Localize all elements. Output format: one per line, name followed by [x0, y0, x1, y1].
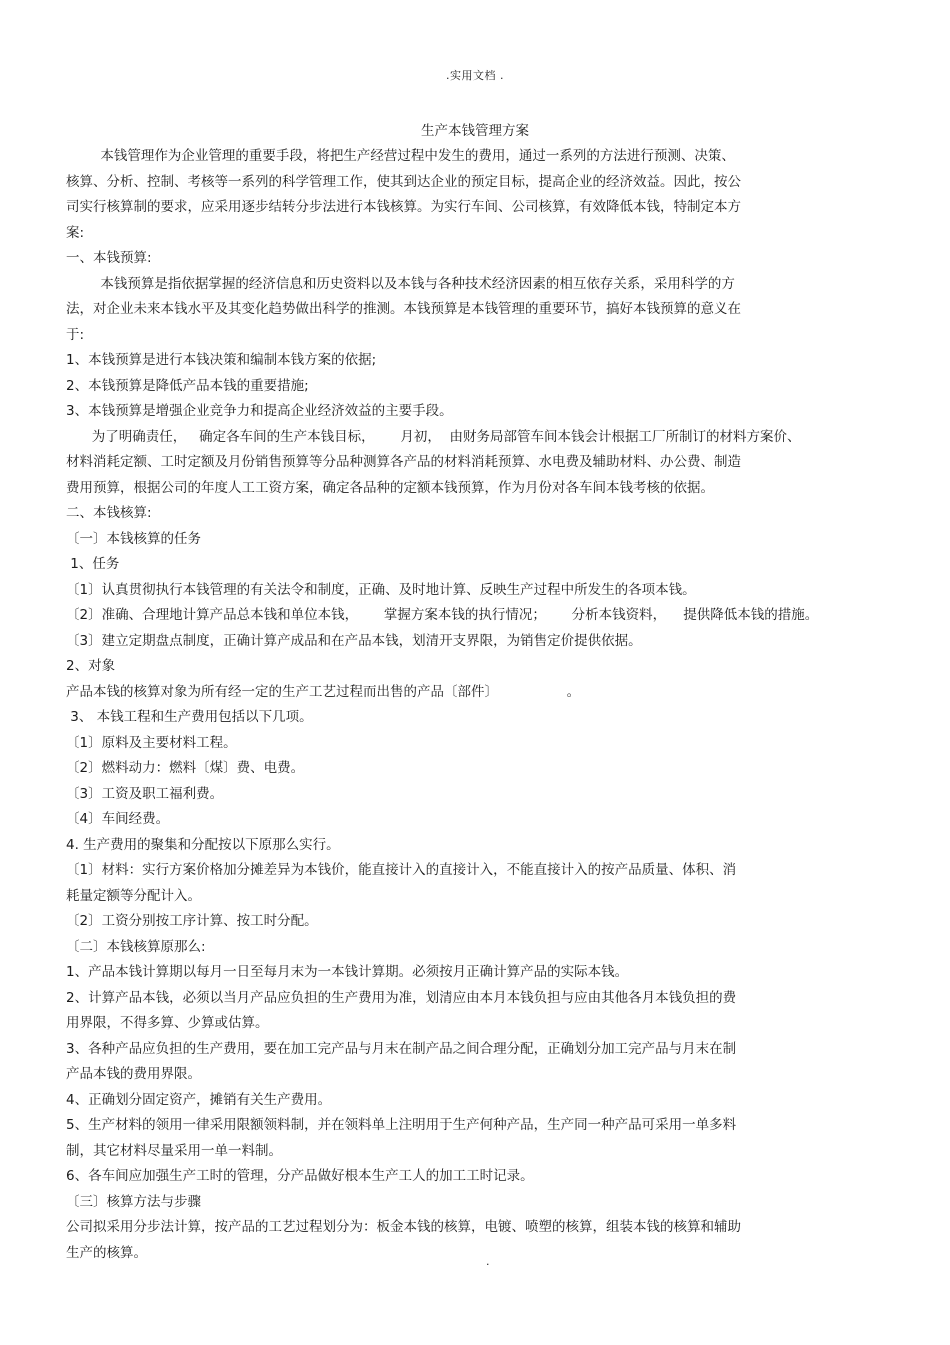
list-item: 3、本钱预算是增强企业竞争力和提高企业经济效益的主要手段。 [66, 403, 453, 419]
list-item: 4、正确划分固定资产，摊销有关生产费用。 [66, 1091, 332, 1108]
subsection-heading: 〔二〕本钱核算原那么: [66, 938, 206, 955]
text-line: 司实行核算制的要求，应采用逐步结转分步法进行本钱核算。为实行车间、公司核算，有效降低本钱，特制定本方 [66, 199, 741, 215]
list-item: 〔3〕工资及职工福利费。 [66, 785, 224, 802]
text-line: 产品本钱的核算对象为所有经一定的生产工艺过程而出售的产品〔部件〕 。 [66, 683, 581, 700]
section-heading: 二、本钱核算: [66, 505, 152, 521]
text-line: 公司拟采用分步法计算，按产品的工艺过程划分为：板金本钱的核算，电镀、喷塑的核算，组装本钱的核算和辅助 [66, 1219, 741, 1235]
list-heading: 2、对象 [66, 658, 116, 674]
text-line: 产品本钱的费用界限。 [66, 1066, 201, 1082]
text-line: 核算、分析、控制、考核等一系列的科学管理工作，使其到达企业的预定目标，提高企业的经济效益。因此，按公 [66, 173, 741, 190]
list-item: 2、本钱预算是降低产品本钱的重要措施; [66, 377, 309, 394]
list-item: 2、计算产品本钱，必须以当月产品应负担的生产费用为准，划清应由本月本钱负担与应由其他各月本钱负担的费 [66, 989, 737, 1006]
list-heading: 1、任务 [66, 556, 120, 572]
list-item: 1、产品本钱计算期以每月一日至每月末为一本钱计算期。必须按月正确计算产品的实际本钱。 [66, 964, 629, 980]
text-line: 案: [66, 224, 85, 241]
list-item: 〔1〕认真贯彻执行本钱管理的有关法令和制度，正确、及时地计算、反映生产过程中所发生的各项本钱。 [66, 581, 696, 598]
text-line: 制，其它材料尽量采用一单一料制。 [66, 1142, 282, 1159]
text-line: 为了明确责任， 确定各车间的生产本钱目标， 月初， 由财务局部管车间本钱会计根据工厂所制订的材料方案价、 [66, 428, 801, 445]
list-item: 〔1〕材料：实行方案价格加分摊差异为本钱价，能直接计入的直接计入，不能直接计入的按产品质量、体积、消 [66, 862, 737, 878]
page-footer: . [486, 1255, 490, 1268]
text-line: 材料消耗定额、工时定额及月份销售预算等分品种测算各产品的材料消耗预算、水电费及辅助材料、办公费、制造 [66, 454, 741, 470]
section-heading: 一、本钱预算: [66, 250, 152, 266]
list-item: 〔4〕车间经费。 [66, 811, 170, 827]
text-line: 耗量定额等分配计入。 [66, 887, 201, 904]
list-item: 〔2〕准确、合理地计算产品总本钱和单位本钱， 掌握方案本钱的执行情况； 分析本钱资料， 提供降低本钱的措施。 [66, 607, 819, 623]
list-heading: 4. 生产费用的聚集和分配按以下原那么实行。 [66, 836, 340, 853]
list-item: 〔2〕工资分别按工序计算、按工时分配。 [66, 913, 318, 929]
list-item: 〔2〕燃料动力：燃料〔煤〕费、电费。 [66, 760, 305, 776]
text-line: 法，对企业未来本钱水平及其变化趋势做出科学的推测。本钱预算是本钱管理的重要环节，搞好本钱预算的意义在 [66, 301, 741, 317]
list-heading: 3、 本钱工程和生产费用包括以下几项。 [66, 709, 313, 725]
list-item: 1、本钱预算是进行本钱决策和编制本钱方案的依据; [66, 352, 377, 368]
document-body [66, 144, 886, 1266]
subsection-heading: 〔一〕本钱核算的任务 [66, 530, 201, 547]
list-item: 〔3〕建立定期盘点制度，正确计算产成品和在产品本钱，划清开支界限，为销售定价提供依据。 [66, 632, 642, 649]
text-line: 费用预算，根据公司的年度人工工资方案，确定各品种的定额本钱预算，作为月份对各车间本钱考核的依据。 [66, 479, 714, 496]
text-line: 本钱预算是指依据掌握的经济信息和历史资料以及本钱与各种技术经济因素的相互依存关系，采用科学的方 [66, 275, 735, 292]
list-item: 6、各车间应加强生产工时的管理，分产品做好根本生产工人的加工工时记录。 [66, 1168, 534, 1184]
document-title: 生产本钱管理方案 [421, 123, 529, 139]
page-header: .实用文档 . [446, 69, 504, 82]
text-line: 用界限，不得多算、少算或估算。 [66, 1015, 269, 1031]
subsection-heading: 〔三〕核算方法与步骤 [66, 1193, 201, 1210]
text-line: 于: [66, 326, 85, 343]
list-item: 3、各种产品应负担的生产费用，要在加工完产品与月末在制产品之间合理分配，正确划分加工完产品与月末在制 [66, 1040, 737, 1057]
text-line: 本钱管理作为企业管理的重要手段，将把生产经营过程中发生的费用，通过一系列的方法进行预测、决策、 [66, 148, 735, 164]
text-line: 生产的核算。 [66, 1244, 147, 1261]
list-item: 5、生产材料的领用一律采用限额领料制，并在领料单上注明用于生产何种产品，生产同一种产品可采用一单多料 [66, 1117, 737, 1133]
list-item: 〔1〕原料及主要材料工程。 [66, 734, 237, 751]
